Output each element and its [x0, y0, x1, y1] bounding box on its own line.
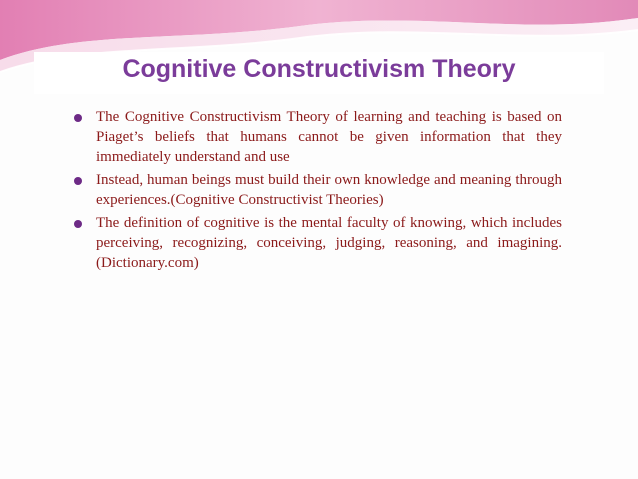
bullet-item: [76, 107, 562, 167]
bullet-list: [76, 107, 562, 276]
bullet-item: [76, 213, 562, 273]
slide-title: Cognitive Constructivism Theory: [122, 55, 516, 83]
bullet-text: The definition of cognitive is the mental faculty of knowing, which includes perceiving, recognizing, conceiving, judging, reasoning, and imagining.(Dictionary.com): [96, 215, 562, 271]
bullet-text: The Cognitive Constructivism Theory of learning and teaching is based on Piaget’s beliefs that humans cannot be given information that they immediately understand and use: [96, 109, 562, 165]
bullet-dot-icon: [74, 114, 82, 122]
bullet-text: Instead, human beings must build their own knowledge and meaning through experiences.(Cognitive Constructivist Theories): [96, 172, 562, 208]
bullet-item: [76, 170, 562, 210]
bullet-dot-icon: [74, 220, 82, 228]
bullet-dot-icon: [74, 177, 82, 185]
